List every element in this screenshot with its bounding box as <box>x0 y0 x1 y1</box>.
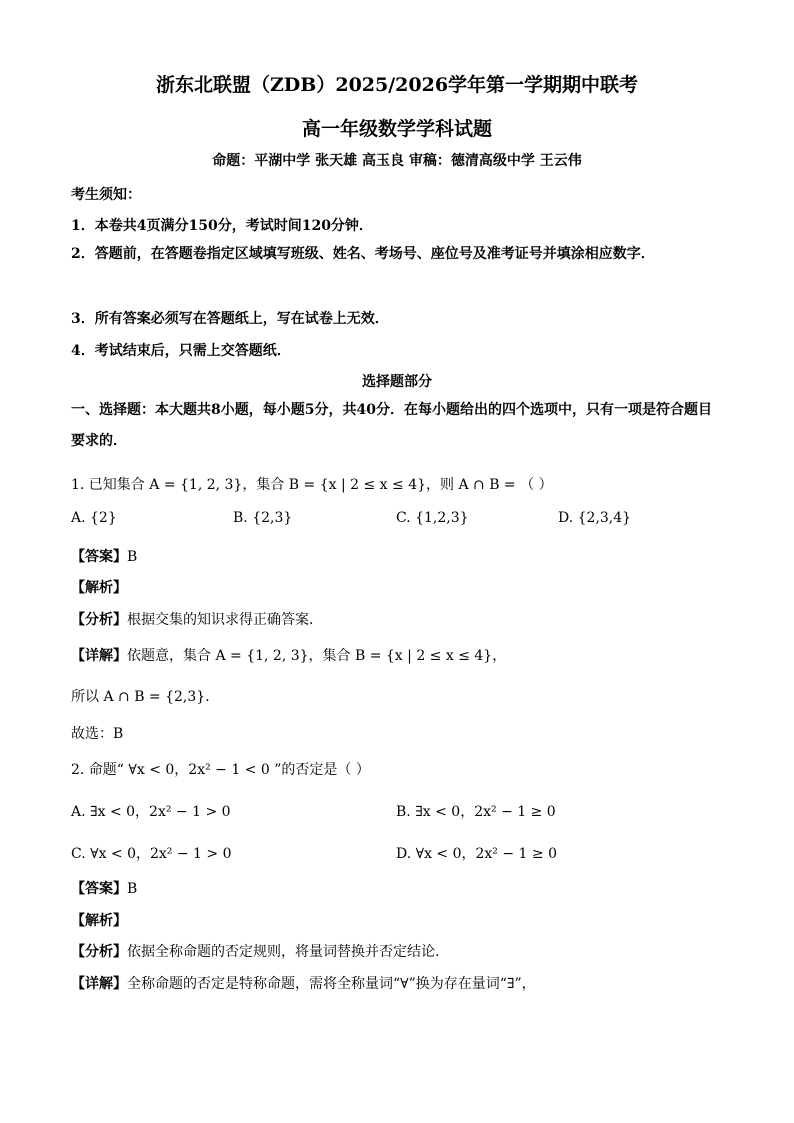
q2-detail-tag: 【详解】 <box>71 976 127 992</box>
q1-option-d: D. {2,3,4} <box>558 510 632 526</box>
q1-answer <box>71 546 137 566</box>
q1-detail-text: 依题意，集合 A = {1, 2, 3}，集合 B = {x | 2 ≤ x ≤ 4}， <box>127 648 507 664</box>
note-item-4: 4．考试结束后，只需上交答题纸． <box>71 343 291 359</box>
q1-analysis-tag: 【解析】 <box>71 580 127 596</box>
q1-detail-tag: 【详解】 <box>71 648 127 664</box>
note-item-3: 3．所有答案必须写在答题纸上，写在试卷上无效． <box>71 311 389 327</box>
q1-choose: 故选：B <box>71 726 124 742</box>
q2-fenxi-tag: 【分析】 <box>71 944 127 960</box>
note-item-2: 2．答题前，在答题卷指定区域填写班级、姓名、考场号、座位号及准考证号并填涂相应数字． <box>71 246 655 262</box>
q1-answer-value: B <box>127 549 138 565</box>
q2-option-c: C. ∀x < 0，2x² − 1 > 0 <box>71 846 232 862</box>
notes-heading: 考生须知： <box>71 187 141 203</box>
q2-option-d: D. ∀x < 0，2x² − 1 ≥ 0 <box>396 846 557 862</box>
q1-fenxi-text: 根据交集的知识求得正确答案. <box>127 612 314 628</box>
q2-option-a: A. ∃x < 0，2x² − 1 > 0 <box>71 804 231 820</box>
q2-analysis-tag: 【解析】 <box>71 913 127 929</box>
q2-detail-text: 全称命题的否定是特称命题，需将全称量词“∀”换为存在量词“∃”， <box>127 976 536 992</box>
q1-stem: 1. 已知集合 A = {1, 2, 3}，集合 B = {x | 2 ≤ x ≤ 4}，则 A ∩ B = （ ） <box>71 477 553 493</box>
exam-title: 浙东北联盟（ZDB）2025/2026学年第一学期期中联考 <box>155 74 639 96</box>
q2-detail <box>71 973 536 993</box>
q1-answer-tag: 【答案】 <box>71 549 127 565</box>
q2-stem: 2. 命题“ ∀x < 0，2x² − 1 < 0 ”的否定是（ ） <box>71 762 370 778</box>
q1-option-a: A. {2} <box>71 510 117 526</box>
q1-detail <box>71 645 506 665</box>
q1-option-b: B. {2,3} <box>233 510 293 526</box>
exam-authors: 命题：平湖中学 张天雄 高玉良 审稿：德清高级中学 王云伟 <box>212 153 582 169</box>
exam-subtitle: 高一年级数学学科试题 <box>301 118 492 140</box>
q1-fenxi-tag: 【分析】 <box>71 612 127 628</box>
q2-fenxi <box>71 941 439 961</box>
note-item-1: 1．本卷共4页满分150分，考试时间120分钟． <box>71 218 373 234</box>
q1-so: 所以 A ∩ B = {2,3}． <box>71 689 220 705</box>
q2-answer-value: B <box>127 881 138 897</box>
section-label: 选择题部分 <box>362 374 432 390</box>
q2-answer <box>71 878 137 898</box>
q2-option-b: B. ∃x < 0，2x² − 1 ≥ 0 <box>396 804 556 820</box>
q2-fenxi-text: 依据全称命题的否定规则，将量词替换并否定结论. <box>127 944 440 960</box>
q2-answer-tag: 【答案】 <box>71 881 127 897</box>
section-intro: 一、选择题：本大题共8小题，每小题5分，共40分．在每小题给出的四个选项中，只有一项是符合题目要求的． <box>71 402 712 449</box>
q1-fenxi <box>71 609 313 629</box>
q1-option-c: C. {1,2,3} <box>396 510 469 526</box>
